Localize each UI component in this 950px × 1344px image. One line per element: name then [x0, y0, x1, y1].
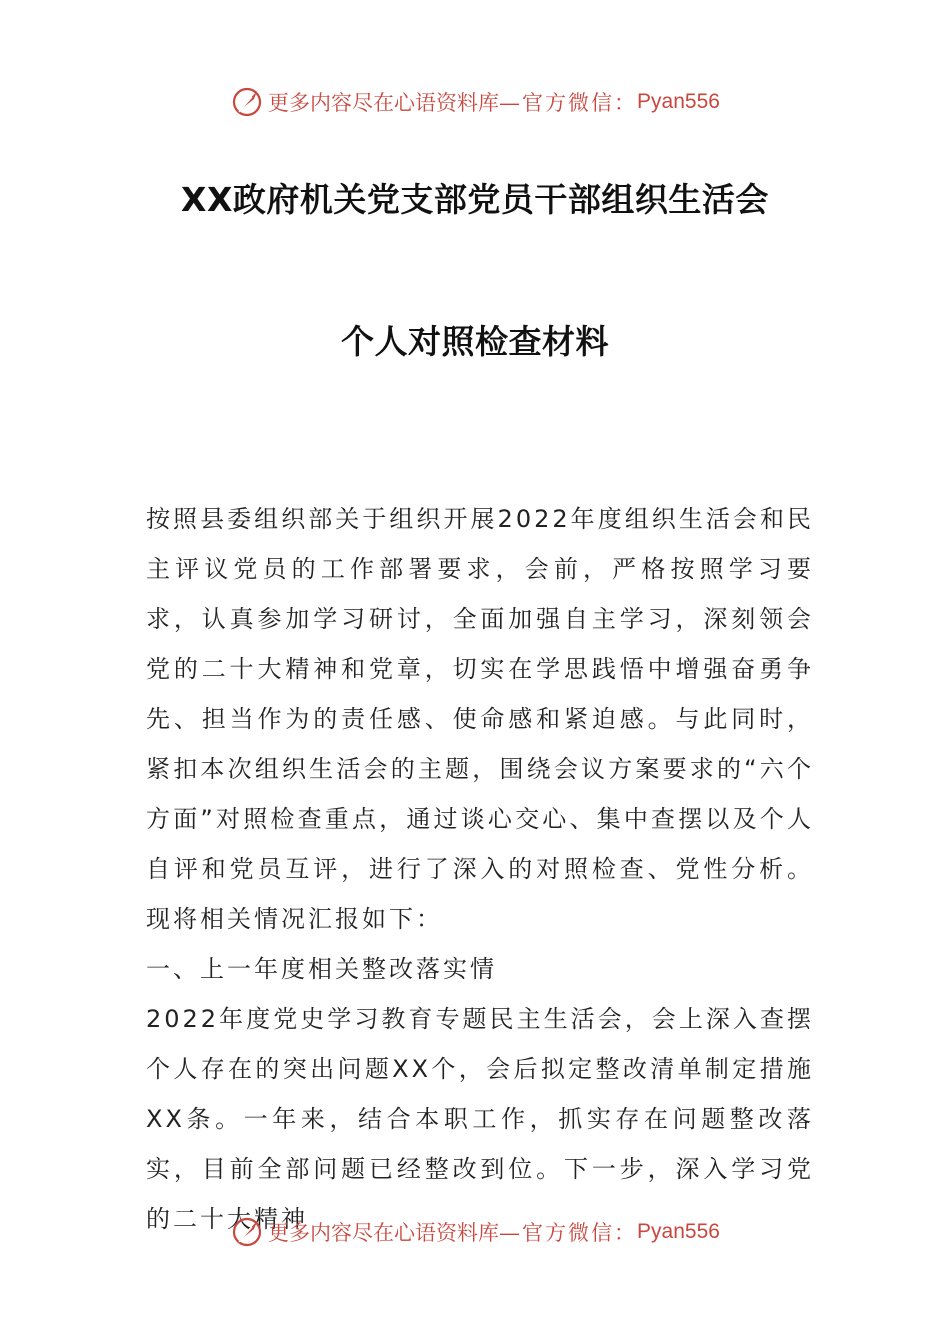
quill-logo-icon [230, 85, 264, 119]
body-paragraph: 按照县委组织部关于组织开展2022年度组织生活会和民主评议党员的工作部署要求，会前，严格按照学习要求，认真参加学习研讨，全面加强自主学习，深刻领会党的二十大精神和党章，切实在学思践悟中增强奋勇争先、担当作为的责任感、使命感和紧迫感。与此同时，紧扣本次组织生活会的主题，围绕会议方案要求的“六个方面”对照检查重点，通过谈心交心、集中查摆以及个人自评和党员互评，进行了深入的对照检查、党性分析。现将相关情况汇报如下： [146, 505, 814, 933]
body-paragraph: 2022年度党史学习教育专题民主生活会，会上深入查摆个人存在的突出问题XX个，会后拟定整改清单制定措施XX条。一年来，结合本职工作，抓实存在问题整改落实，目前全部问题已经整改到位。下一步，深入学习党的二十大精神 [146, 1005, 814, 1233]
document-body [146, 494, 814, 1244]
footer-banner [0, 1212, 950, 1252]
header-banner [0, 82, 950, 122]
document-title-line2: 个人对照检查材料 [341, 322, 609, 361]
quill-logo-icon [230, 1215, 264, 1249]
header-wechat-id: Pyan556 [637, 90, 720, 113]
header-site-text: 更多内容尽在心语资料库 [268, 91, 500, 115]
document-title-line1: XX政府机关党支部党员干部组织生活会 [181, 180, 769, 219]
footer-wechat-id: Pyan556 [637, 1220, 720, 1243]
footer-wechat-text: —官方微信： [499, 1221, 638, 1245]
footer-site-text: 更多内容尽在心语资料库 [268, 1221, 500, 1245]
header-wechat-text: —官方微信： [499, 91, 638, 115]
section-heading: 一、上一年度相关整改落实情 [146, 955, 497, 983]
